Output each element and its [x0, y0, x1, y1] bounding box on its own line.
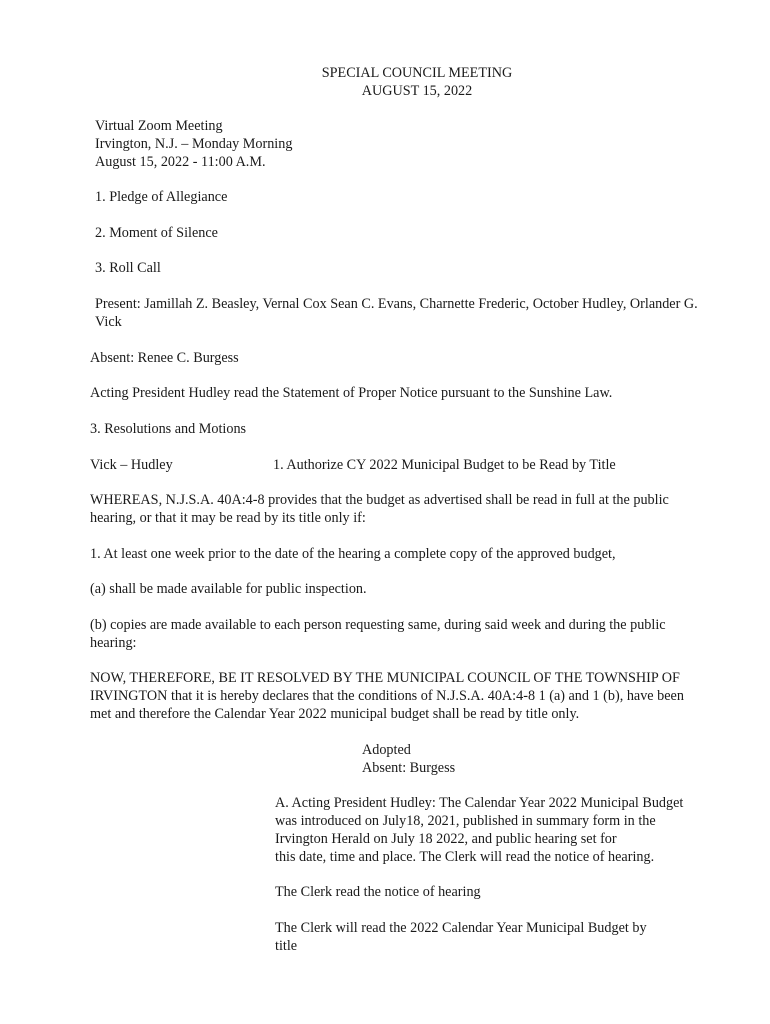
resolution-absent: Absent: Burgess	[362, 760, 456, 776]
meeting-title: SPECIAL COUNCIL MEETING	[321, 65, 513, 81]
meeting-location: Irvington, N.J. – Monday Morning	[95, 136, 293, 152]
resolved-clause: NOW, THEREFORE, BE IT RESOLVED BY THE MUNICIPAL COUNCIL OF THE TOWNSHIP OF	[90, 670, 680, 686]
resolved-clause-cont-1: IRVINGTON that it is hereby declares that the conditions of N.J.S.A. 40A:4-8 1 (a) and 1 (b), have been	[90, 688, 684, 704]
hearing-notice: A. Acting President Hudley: The Calendar Year 2022 Municipal Budget	[275, 795, 684, 811]
resolutions-heading: 3. Resolutions and Motions	[90, 421, 247, 437]
meeting-datetime: August 15, 2022 - 11:00 A.M.	[95, 154, 266, 170]
whereas-clause: WHEREAS, N.J.S.A. 40A:4-8 provides that the budget as advertised shall be read in full at the public	[90, 492, 669, 508]
absent-members: Absent: Renee C. Burgess	[90, 350, 239, 366]
hearing-notice-cont-3: this date, time and place. The Clerk will read the notice of hearing.	[275, 849, 655, 865]
meeting-format: Virtual Zoom Meeting	[95, 118, 223, 134]
clerk-read-budget-cont: title	[275, 938, 298, 954]
agenda-item-pledge: 1. Pledge of Allegiance	[95, 189, 228, 205]
resolved-clause-cont-2: met and therefore the Calendar Year 2022 municipal budget shall be read by title only.	[90, 706, 580, 722]
meeting-date-heading: AUGUST 15, 2022	[361, 83, 473, 99]
present-members: Present: Jamillah Z. Beasley, Vernal Cox Sean C. Evans, Charnette Frederic, October Hudley, Orlander G.	[95, 296, 698, 312]
agenda-item-silence: 2. Moment of Silence	[95, 225, 218, 241]
resolution-movers: Vick – Hudley	[90, 457, 173, 473]
clerk-read-notice: The Clerk read the notice of hearing	[275, 884, 481, 900]
hearing-notice-cont-1: was introduced on July18, 2021, published in summary form in the	[275, 813, 656, 829]
condition-b: (b) copies are made available to each person requesting same, during said week and during the public	[90, 617, 666, 633]
clerk-read-budget: The Clerk will read the 2022 Calendar Year Municipal Budget by	[275, 920, 647, 936]
condition-1: 1. At least one week prior to the date of the hearing a complete copy of the approved budget,	[90, 546, 616, 562]
condition-b-cont: hearing:	[90, 635, 137, 651]
sunshine-notice: Acting President Hudley read the Statement of Proper Notice pursuant to the Sunshine Law.	[90, 385, 613, 401]
whereas-clause-cont: hearing, or that it may be read by its title only if:	[90, 510, 366, 526]
resolution-title: 1. Authorize CY 2022 Municipal Budget to be Read by Title	[273, 457, 616, 473]
agenda-item-roll-call: 3. Roll Call	[95, 260, 161, 276]
hearing-notice-cont-2: Irvington Herald on July 18 2022, and public hearing set for	[275, 831, 617, 847]
condition-a: (a) shall be made available for public inspection.	[90, 581, 367, 597]
resolution-status: Adopted	[362, 742, 411, 758]
present-members-cont: Vick	[95, 314, 122, 330]
